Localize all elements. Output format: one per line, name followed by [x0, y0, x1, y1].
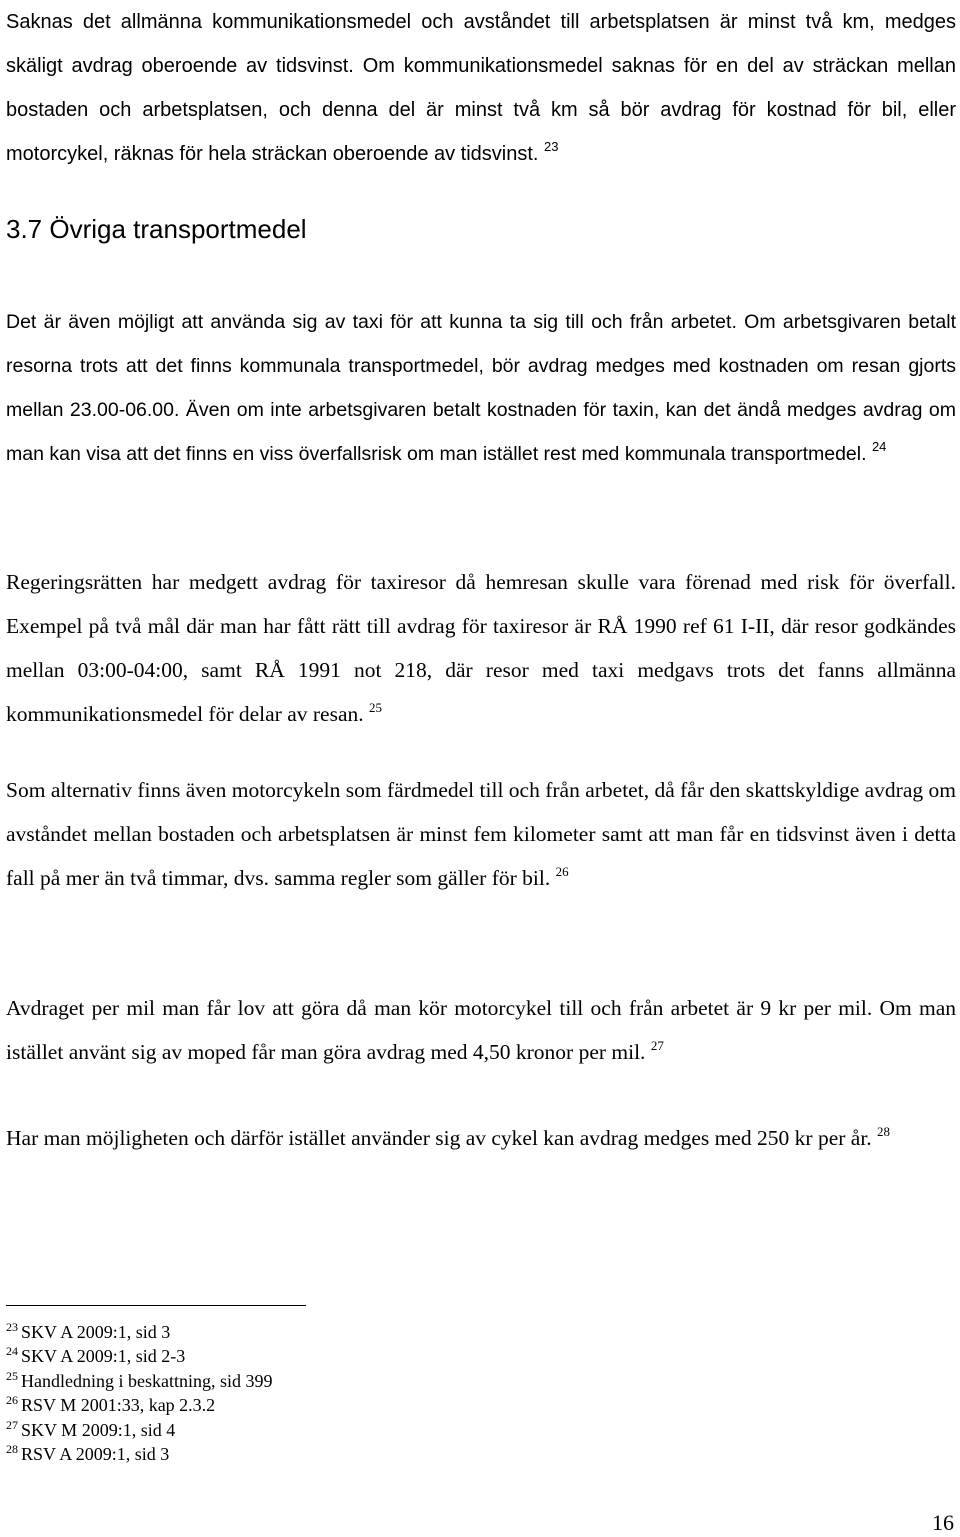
- paragraph-avdrag-per-mil: [6, 986, 956, 1074]
- page-number: 16: [932, 1510, 954, 1535]
- footnote-text: RSV A 2009:1, sid 3: [21, 1444, 170, 1465]
- footnote-item: [6, 1344, 272, 1368]
- footnote-text: SKV M 2009:1, sid 4: [21, 1419, 176, 1440]
- footnote-number: 24: [6, 1344, 18, 1359]
- footnote-item: [6, 1320, 272, 1344]
- footnote-text: Handledning i beskattning, sid 399: [21, 1370, 273, 1391]
- footnote-number: 26: [6, 1393, 18, 1408]
- paragraph-text: Har man möjligheten och därför istället använder sig av cykel kan avdrag medges med 250 kr per år.: [6, 1126, 872, 1150]
- paragraph-text: Regeringsrätten har medgett avdrag för taxiresor då hemresan skulle vara förenad med risk för överfall. Exempel på två mål där man har fått rätt till avdrag för taxiresor är RÅ 1990 ref 61 I-II, där resor godkändes mellan 03:00-04:00, samt RÅ 1991 not 218, där resor med taxi medgavs trots det fanns allmänna kommunikationsmedel för delar av resan.: [6, 570, 956, 726]
- footnote-ref-24: 24: [871, 439, 887, 454]
- section-heading: 3.7 Övriga transportmedel: [6, 214, 307, 244]
- paragraph-text: Som alternativ finns även motorcykeln som färdmedel till och från arbetet, då får den skattskyldige avdrag om avståndet mellan bostaden och arbetsplatsen är minst fem kilometer samt att man får en tidsvinst även i detta fall på mer än två timmar, dvs. samma regler som gäller för bil.: [6, 778, 956, 890]
- footnote-text: SKV A 2009:1, sid 2-3: [21, 1346, 186, 1367]
- footnote-ref-23: 23: [544, 139, 559, 154]
- footnote-item: [6, 1393, 272, 1417]
- paragraph-text: Avdraget per mil man får lov att göra då man kör motorcykel till och från arbetet är 9 kr per mil. Om man istället använt sig av moped får man göra avdrag med 4,50 kronor per mil.: [6, 996, 956, 1064]
- footnote-number: 25: [6, 1368, 18, 1383]
- paragraph-taxi: [6, 300, 956, 476]
- paragraph-regeringsratten: [6, 560, 956, 736]
- footnote-item: [6, 1369, 272, 1393]
- footnote-number: 28: [6, 1442, 18, 1457]
- footnote-text: RSV M 2001:33, kap 2.3.2: [21, 1395, 216, 1416]
- footnote-separator: [6, 1305, 306, 1306]
- paragraph-cykel: [6, 1116, 956, 1160]
- footnote-number: 27: [6, 1417, 18, 1432]
- footnote-ref-26: 26: [555, 864, 569, 879]
- footnotes: [6, 1320, 272, 1466]
- footnote-text: SKV A 2009:1, sid 3: [21, 1322, 171, 1342]
- paragraph-motorcykel: [6, 768, 956, 900]
- intro-text: Saknas det allmänna kommunikationsmedel och avståndet till arbetsplatsen är minst två km, medges skäligt avdrag oberoende av tidsvinst. Om kommunikationsmedel saknas för en del av sträckan mellan bostaden och arbetsplatsen, och denna del är minst två km så bör avdrag för kostnad för bil, eller motorcykel, räknas för hela sträckan oberoende av tidsvinst.: [6, 11, 956, 165]
- footnote-ref-28: 28: [877, 1124, 891, 1139]
- intro-paragraph: [6, 0, 956, 176]
- footnote-number: 23: [6, 1320, 18, 1334]
- footnote-ref-27: 27: [650, 1038, 664, 1053]
- footnote-ref-25: 25: [369, 700, 383, 715]
- footnote-item: [6, 1442, 272, 1466]
- paragraph-text: Det är även möjligt att använda sig av taxi för att kunna ta sig till och från arbetet. Om arbetsgivaren betalt resorna trots att det finns kommunala transportmedel, bör avdrag medges med kostnaden om resan gjorts mellan 23.00-06.00. Även om inte arbetsgivaren betalt kostnaden för taxin, kan det ändå medges avdrag om man kan visa att det finns en viss överfallsrisk om man istället rest med kommunala transportmedel.: [6, 311, 956, 465]
- footnote-item: [6, 1418, 272, 1442]
